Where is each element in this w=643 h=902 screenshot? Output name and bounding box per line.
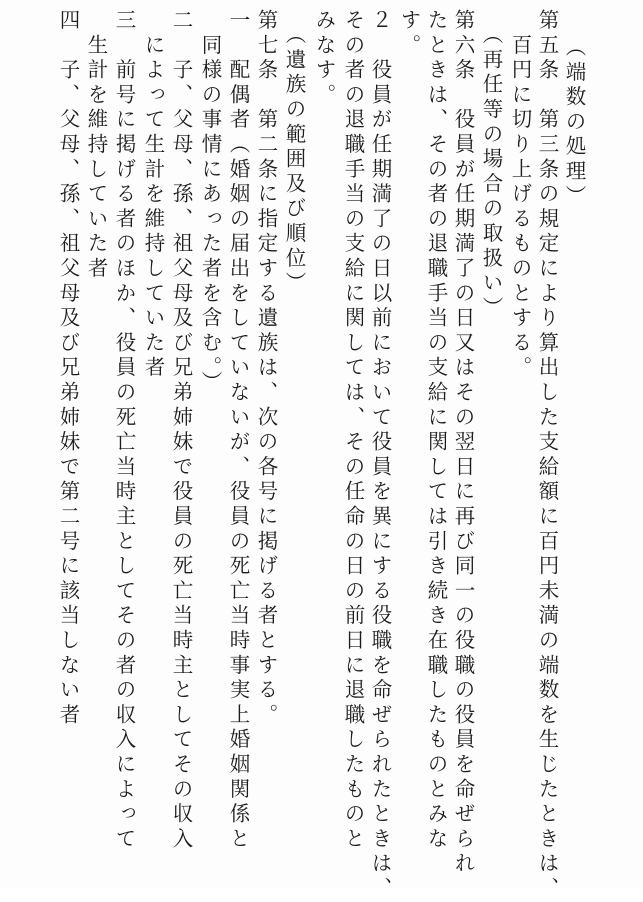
article-7-item-2-cont: によって生計を維持していた者 [141,9,165,381]
article-6: 第六条 役員が任期満了の日又はその翌日に再び同一の役職の役員を命ぜられ [451,9,475,877]
article-7-item-1-cont: 同様の事情にあった者を含む。） [198,9,222,396]
article-5-cont: 百円に切り上げるものとする。 [508,9,532,381]
article-7-item-1: 一 配偶者（婚姻の届出をしていないが、役員の死亡当時事実上婚姻関係と [226,9,250,853]
article-6-cont-2: す。 [397,9,421,59]
article-7-item-3: 三 前号に掲げる者のほか、役員の死亡当時主としてその者の収入によって [112,9,136,853]
article-6-para-2-cont-1: その者の退職手当の支給に関しては、その任命の日の前日に退職したものと [341,9,365,853]
article-5: 第五条 第三条の規定により算出した支給額に百円未満の端数を生じたときは、 [535,9,559,902]
heading-rounding: （端数の処理） [562,36,586,210]
article-6-para-2: ２ 役員が任期満了の日以前において役員を異にする役職を命ぜられたときは、 [368,9,392,902]
article-7-item-2: 二 子、父母、孫、祖父母及び兄弟姉妹で役員の死亡当時主としてその収入 [169,9,193,853]
article-7-item-4: 四 子、父母、孫、祖父母及び兄弟姉妹で第二号に該当しない者 [56,9,80,729]
article-6-para-2-cont-2: みなす。 [312,9,336,109]
article-7-item-3-cont: 生計を維持していた者 [84,9,108,282]
article-6-cont-1: たときは、その者の退職手当の支給に関しては引き続き在職したものとみな [424,9,448,853]
heading-bereaved: （遺族の範囲及び順位） [282,9,306,297]
heading-reappointment: （再任等の場合の取扱い） [479,9,503,322]
article-7: 第七条 第二条に指定する遺族は、次の各号に掲げる者とする。 [254,9,278,729]
